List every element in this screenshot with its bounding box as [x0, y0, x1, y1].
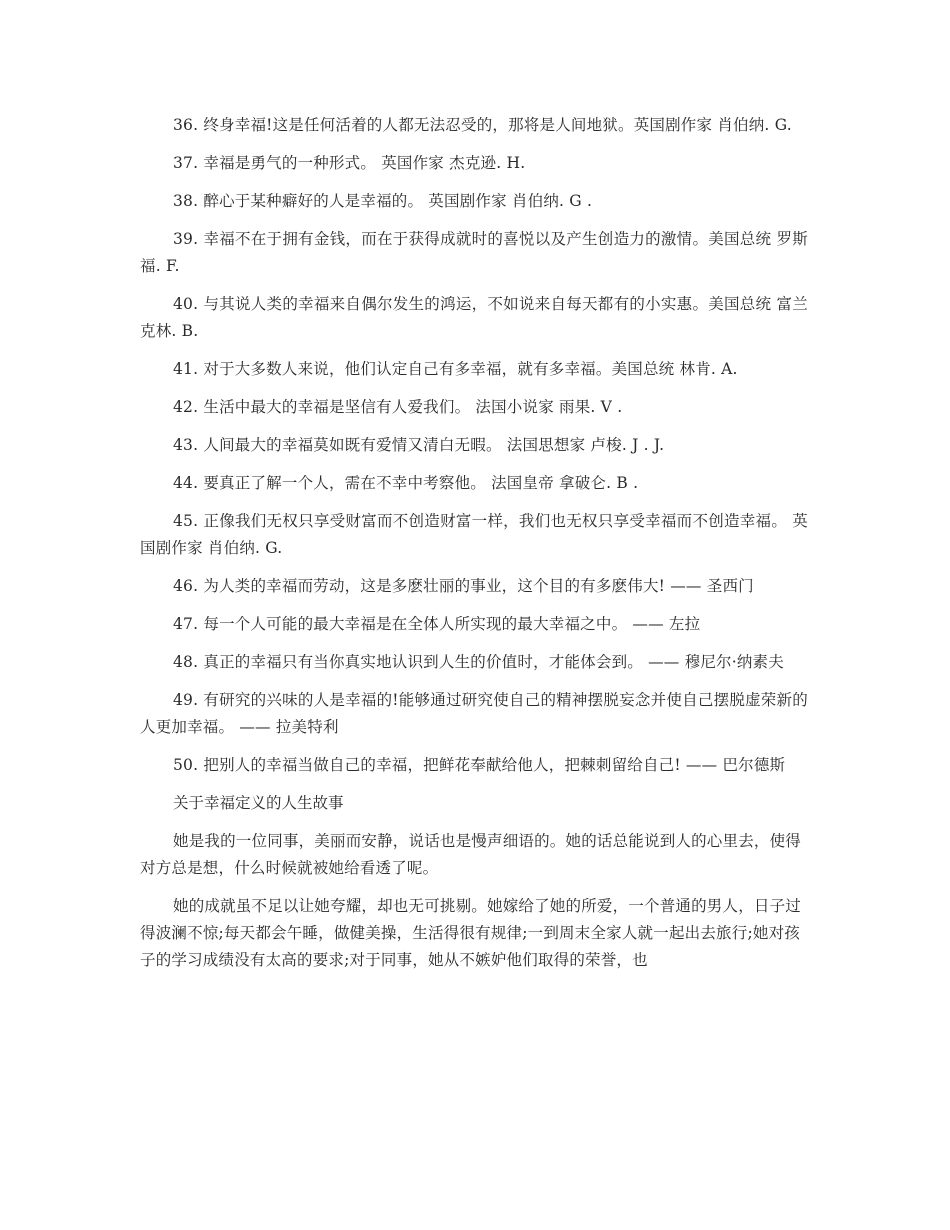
section-title: 关于幸福定义的人生故事 [173, 794, 344, 812]
story-paragraph-1: 她是我的一位同事，美丽而安静，说话也是慢声细语的。她的话总能说到人的心里去，使得对方总是想，什么时候就被她给看透了呢。 [140, 832, 802, 877]
quote-45: 45. 正像我们无权只享受财富而不创造财富一样，我们也无权只享受幸福而不创造幸福。 英国剧作家 肖伯纳. G. [140, 512, 808, 557]
quote-43: 43. 人间最大的幸福莫如既有爱情又清白无暇。 法国思想家 卢梭. J . J. [173, 436, 665, 454]
quote-50: 50. 把别人的幸福当做自己的幸福，把鲜花奉献给他人，把棘刺留给自己! —— 巴尔德斯 [173, 756, 786, 774]
quote-46: 46. 为人类的幸福而劳动，这是多麽壮丽的事业，这个目的有多麽伟大! —— 圣西门 [173, 577, 754, 595]
document-body [140, 112, 808, 985]
quote-48: 48. 真正的幸福只有当你真实地认识到人生的价值时，才能体会到。 —— 穆尼尔·纳素夫 [173, 653, 784, 671]
quote-41: 41. 对于大多数人来说，他们认定自己有多幸福，就有多幸福。美国总统 林肯. A. [173, 360, 738, 378]
quote-49: 49. 有研究的兴味的人是幸福的!能够通过研究使自己的精神摆脱妄念并使自己摆脱虚荣新的人更加幸福。 —— 拉美特利 [140, 691, 808, 736]
story-paragraph-2: 她的成就虽不足以让她夸耀，却也无可挑剔。她嫁给了她的所爱，一个普通的男人，日子过得波澜不惊;每天都会午睡，做健美操，生活得很有规律;一到周末全家人就一起出去旅行;她对孩子的学习成绩没有太高的要求;对于同事，她从不嫉妒他们取得的荣誉，也 [140, 897, 802, 969]
quote-47: 47. 每一个人可能的最大幸福是在全体人所实现的最大幸福之中。 —— 左拉 [173, 615, 701, 633]
quote-38: 38. 醉心于某种癖好的人是幸福的。 英国剧作家 肖伯纳. G . [173, 192, 593, 210]
quote-42: 42. 生活中最大的幸福是坚信有人爱我们。 法国小说家 雨果. V . [173, 398, 623, 416]
quote-37: 37. 幸福是勇气的一种形式。 英国作家 杰克逊. H. [173, 154, 526, 172]
quote-44: 44. 要真正了解一个人，需在不幸中考察他。 法国皇帝 拿破仑. B . [173, 474, 639, 492]
quote-39: 39. 幸福不在于拥有金钱，而在于获得成就时的喜悦以及产生创造力的激情。美国总统 罗斯福. F. [140, 230, 808, 275]
quote-36: 36. 终身幸福!这是任何活着的人都无法忍受的，那将是人间地狱。英国剧作家 肖伯纳. G. [173, 116, 792, 134]
quote-40: 40. 与其说人类的幸福来自偶尔发生的鸿运，不如说来自每天都有的小实惠。美国总统 富兰克林. B. [140, 295, 808, 340]
